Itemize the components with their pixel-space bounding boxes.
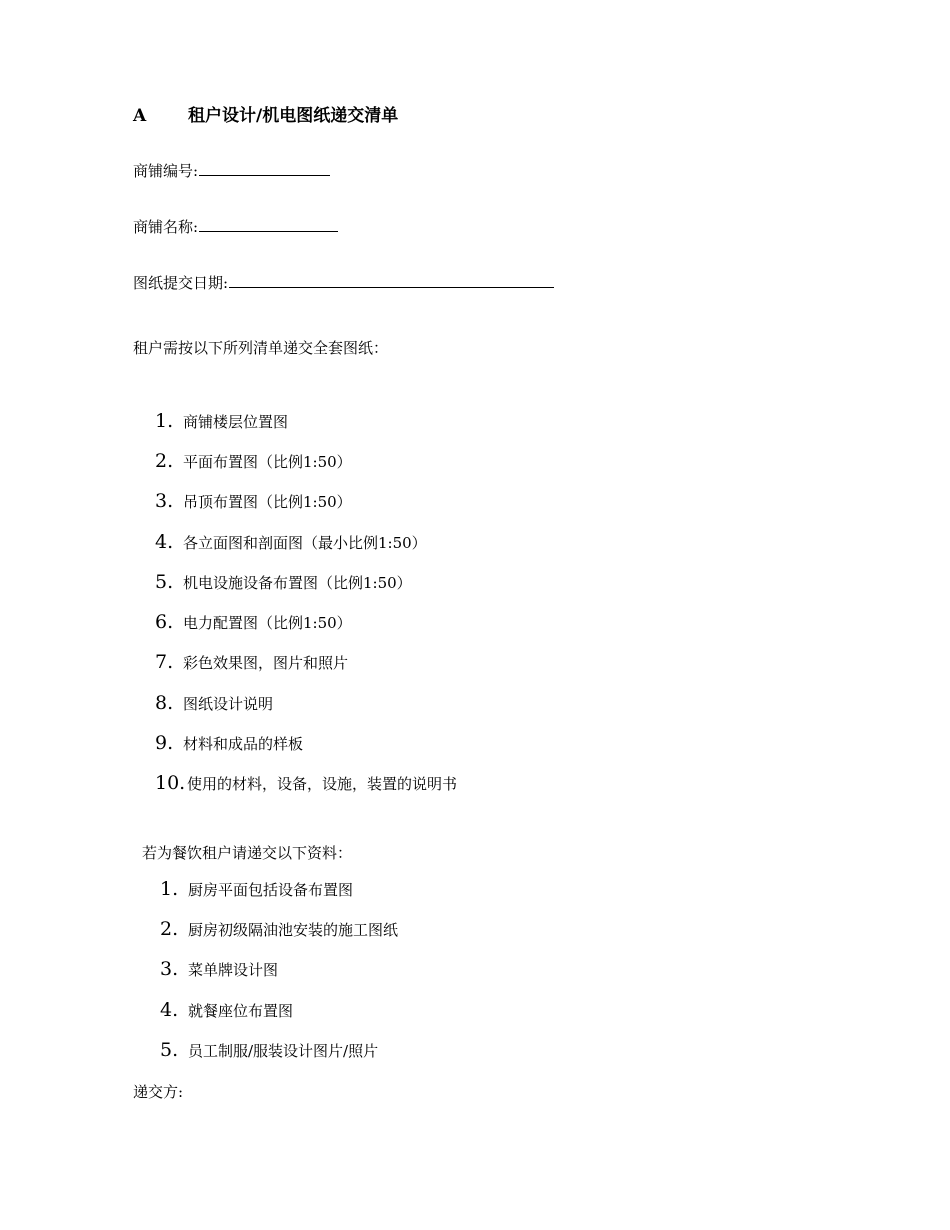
title-text: 租户设计/机电图纸递交清单 — [188, 106, 399, 126]
list-item-number: 9. — [155, 732, 174, 754]
shop-name-field — [133, 216, 338, 237]
list-item-text: 平面布置图（比例1:50） — [183, 453, 352, 471]
submit-date-blank — [229, 273, 554, 288]
drawing-list-intro: 租户需按以下所列清单递交全套图纸： — [133, 339, 389, 357]
list-item-number: 6. — [155, 611, 174, 633]
list-item — [155, 531, 427, 553]
list-item-text: 机电设施设备布置图（比例1:50） — [183, 574, 412, 592]
list-item-number: 5. — [160, 1039, 179, 1061]
list-item-number: 7. — [155, 651, 174, 673]
list-item-number: 3. — [155, 490, 174, 512]
list-item-number: 10. — [155, 772, 186, 794]
list-item-text: 就餐座位布置图 — [188, 1002, 294, 1020]
list-item-number: 4. — [155, 531, 174, 553]
shop-name-blank — [199, 217, 338, 232]
list-item — [155, 692, 273, 714]
document-title — [133, 101, 398, 126]
list-item-number: 1. — [155, 410, 174, 432]
list-item-text: 材料和成品的样板 — [183, 735, 304, 753]
list-item-text: 吊顶布置图（比例1:50） — [183, 493, 352, 511]
list-item-text: 图纸设计说明 — [183, 695, 274, 713]
list-item — [155, 611, 352, 633]
list-item — [160, 999, 293, 1021]
list-item-number: 1. — [160, 878, 179, 900]
list-item-text: 彩色效果图，图片和照片 — [183, 654, 349, 672]
shop-number-field — [133, 160, 330, 181]
list-item — [160, 918, 398, 940]
list-item — [160, 958, 278, 980]
list-item-number: 2. — [160, 918, 179, 940]
list-item-number: 2. — [155, 450, 174, 472]
list-item-number: 3. — [160, 958, 179, 980]
list-item-number: 8. — [155, 692, 174, 714]
list-item-text: 厨房初级隔油池安装的施工图纸 — [188, 921, 399, 939]
list-item-text: 电力配置图（比例1:50） — [183, 614, 352, 632]
list-item — [155, 571, 412, 593]
section-letter: A — [133, 106, 147, 126]
list-item-text: 使用的材料，设备，设施，装置的说明书 — [187, 775, 458, 793]
list-item — [155, 732, 303, 754]
list-item — [155, 772, 457, 794]
shop-name-label: 商铺名称: — [133, 218, 199, 236]
list-item-number: 5. — [155, 571, 174, 593]
list-item-number: 4. — [160, 999, 179, 1021]
list-item — [160, 1039, 378, 1061]
list-item — [155, 410, 288, 432]
list-item-text: 各立面图和剖面图（最小比例1:50） — [183, 534, 427, 552]
submit-date-field — [133, 272, 554, 293]
delivery-party-label: 递交方: — [133, 1083, 184, 1101]
list-item — [155, 651, 348, 673]
list-item-text: 员工制服/服装设计图片/照片 — [188, 1042, 379, 1060]
list-item — [155, 450, 352, 472]
list-item-text: 厨房平面包括设备布置图 — [188, 881, 354, 899]
submit-date-label: 图纸提交日期: — [133, 274, 229, 292]
shop-number-blank — [199, 161, 330, 176]
shop-number-label: 商铺编号: — [133, 162, 199, 180]
food-tenant-intro: 若为餐饮租户请递交以下资料： — [142, 844, 353, 862]
list-item — [160, 878, 353, 900]
list-item-text: 菜单牌设计图 — [188, 961, 279, 979]
list-item — [155, 490, 352, 512]
list-item-text: 商铺楼层位置图 — [183, 413, 289, 431]
